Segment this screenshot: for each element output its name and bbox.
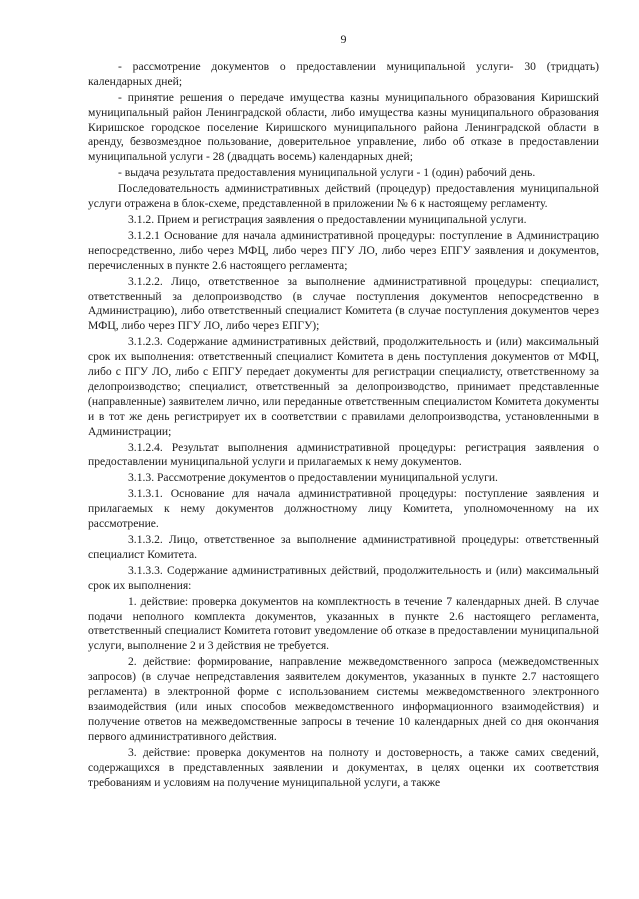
paragraph-p1: - рассмотрение документов о предоставлении муниципальной услуги- 30 (тридцать) календарных дней; [88, 59, 599, 88]
paragraph-p3: - выдача результата предоставления муниципальной услуги - 1 (один) рабочий день. [118, 166, 536, 180]
paragraph-p11: 3.1.3.1. Основание для начала административной процедуры: поступление заявления и прилагаемых к нему документов должностному лицу Комитета, уполномоченному на их рассмотрение. [88, 487, 599, 531]
paragraph-p6: 3.1.2.1 Основание для начала административной процедуры: поступление в Администрацию непосредственно, либо через МФЦ, либо через ПГУ ЛО, либо через ЕПГУ заявления и документов, перечисленных в пункте 2.6 настоящего регламента; [88, 228, 599, 272]
paragraph-p4: Последовательность административных действий (процедур) предоставления муниципальной услуги отражена в блок-схеме, представленной в приложении № 6 к настоящему регламенту. [88, 182, 599, 211]
paragraph-p9: 3.1.2.4. Результат выполнения административной процедуры: регистрация заявления о предоставлении муниципальной услуги и прилагаемых к нему документов. [88, 440, 599, 469]
page-number: 9 [340, 32, 347, 46]
paragraph-p16: 3. действие: проверка документов на полноту и достоверность, а также самих сведений, содержащихся в представленных заявлении и документах, в целях оценки их соответствия требованиям и условиям на получение муниципальной услуги, а также [88, 745, 599, 789]
document-body [88, 60, 599, 791]
paragraph-p12: 3.1.3.2. Лицо, ответственное за выполнение административной процедуры: ответственный специалист Комитета. [88, 533, 599, 561]
paragraph-p2: - принятие решения о передаче имущества казны муниципального образования Киришский муниципальный район Ленинградской области, либо имущества казны муниципального образования Киришское городское поселение Киришского муниципального района Ленинградской области в аренду, безвозмездное пользование, доверительное управление, либо об отказе в предоставлении муниципальной услуги - 28 (двадцать восемь) календарных дней; [88, 90, 599, 164]
paragraph-p15: 2. действие: формирование, направление межведомственного запроса (межведомственных запросов) (в случае непредставления заявителем документов, указанных в пункте 2.7 настоящего регламента) в электронной форме с использованием системы межведомственного электронного взаимодействия (или иных способов межведомственного информационного взаимодействия) и получение ответов на межведомственные запросы в течение 10 календарных дней со дня окончания первого административного действия. [88, 655, 599, 743]
paragraph-p8: 3.1.2.3. Содержание административных действий, продолжительность и (или) максимальный срок их выполнения: ответственный специалист Комитета в день поступления документов от МФЦ, либо с ПГУ ЛО, либо с ЕПГУ передает документы для регистрации специалисту, ответственному за делопроизводство; специалист, ответственный за делопроизводство, принимает представленные (направленные) заявителем лично, или переданные ответственным специалистом Комитета документы и в тот же день регистрирует их в соответствии с правилами делопроизводства, установленными в Администрации; [88, 335, 599, 438]
paragraph-p7: 3.1.2.2. Лицо, ответственное за выполнение административной процедуры: специалист, ответственный за делопроизводство (в случае поступления документов непосредственно в Администрацию), либо ответственный специалист Комитета (в случае поступления документов через МФЦ, либо через ПГУ ЛО, либо через ЕПГУ); [88, 274, 599, 333]
paragraph-p5: 3.1.2. Прием и регистрация заявления о предоставлении муниципальной услуги. [128, 212, 527, 226]
paragraph-p13: 3.1.3.3. Содержание административных действий, продолжительность и (или) максимальный срок их выполнения: [88, 563, 599, 592]
paragraph-p14: 1. действие: проверка документов на комплектность в течение 7 календарных дней. В случае подачи неполного комплекта документов, указанных в пункте 2.6 настоящего регламента, ответственный специалист Комитета готовит уведомление об отказе в предоставлении муниципальной услуги, выполнение 2 и 3 действия не требуется. [88, 594, 599, 653]
paragraph-p10: 3.1.3. Рассмотрение документов о предоставлении муниципальной услуги. [128, 471, 498, 485]
